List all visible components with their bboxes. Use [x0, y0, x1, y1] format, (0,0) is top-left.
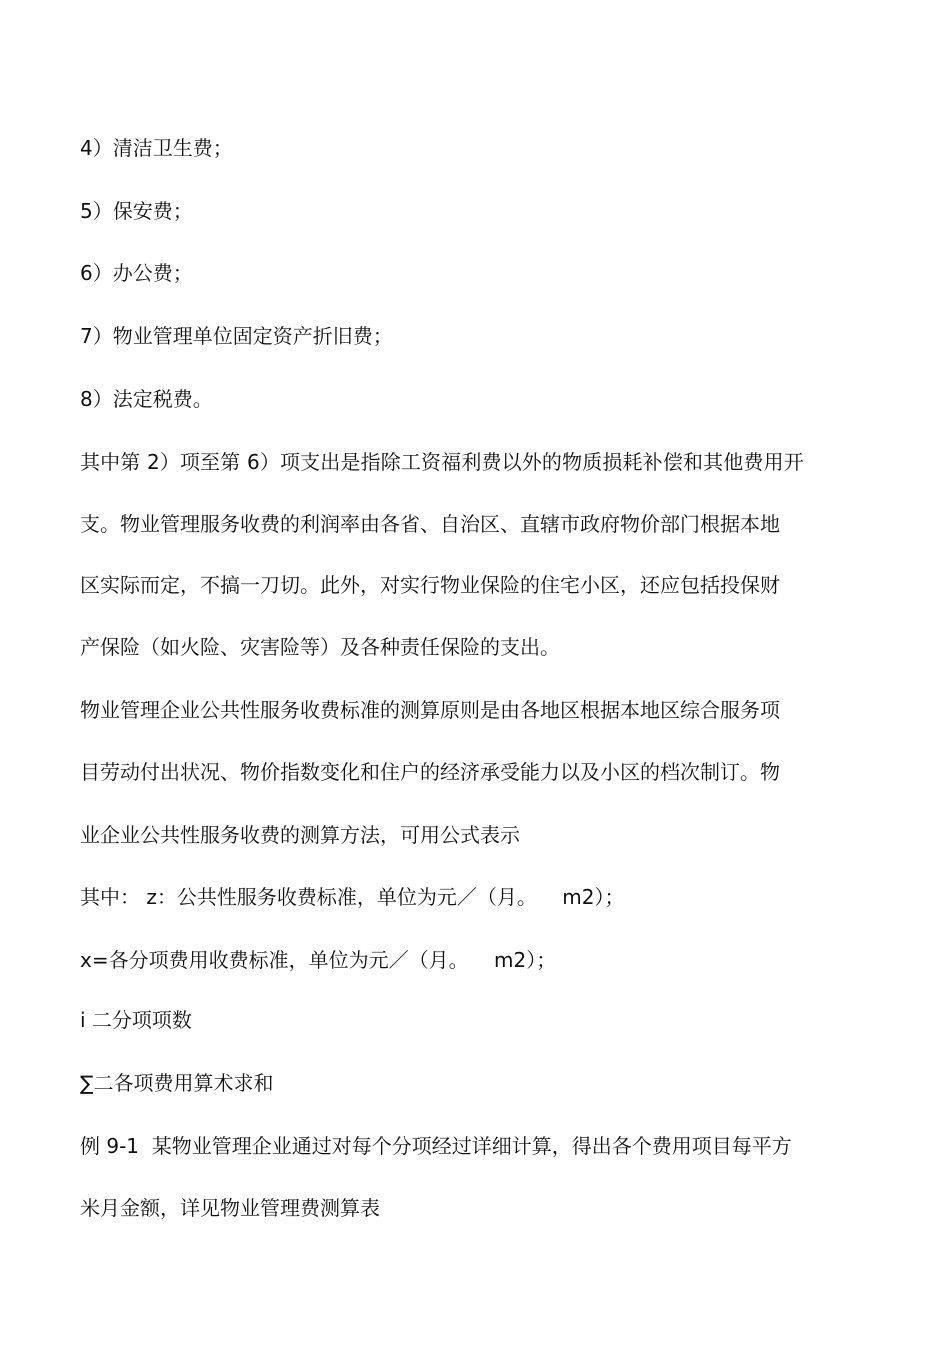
example-heading-line: 例 9-1 某物业管理企业通过对每个分项经过详细计算，得出各个费用项目每平方 [80, 1134, 792, 1158]
paragraph-line: 其中第 2）项至第 6）项支出是指除工资福利费以外的物质损耗补偿和其他费用开 [80, 450, 804, 474]
formula-definition-i: i 二分项项数 [80, 1008, 192, 1032]
list-item-cleaning-fee: 4）清洁卫生费； [80, 136, 233, 160]
paragraph-line: 物业管理企业公共性服务收费标准的测算原则是由各地区根据本地区综合服务项 [80, 698, 780, 722]
paragraph-line: 产保险（如火险、灾害险等）及各种责任保险的支出。 [80, 635, 560, 659]
example-text-line: 米月金额，详见物业管理费测算表 [80, 1196, 380, 1220]
paragraph-line: 业企业公共性服务收费的测算方法，可用公式表示 [80, 823, 520, 847]
formula-definition-x: x=各分项费用收费标准，单位为元／（月。 m2）； [80, 948, 557, 972]
list-item-statutory-tax: 8）法定税费。 [80, 387, 213, 411]
formula-definition-z: 其中： z：公共性服务收费标准，单位为元／（月。 m2）； [80, 885, 625, 909]
paragraph-line: 目劳动付出状况、物价指数变化和住户的经济承受能力以及小区的档次制订。物 [80, 760, 780, 784]
paragraph-line: 支。物业管理服务收费的利润率由各省、自治区、直辖市政府物价部门根据本地 [80, 512, 780, 536]
list-item-depreciation-fee: 7）物业管理单位固定资产折旧费； [80, 324, 393, 348]
list-item-security-fee: 5）保安费； [80, 199, 193, 223]
list-item-office-fee: 6）办公费； [80, 261, 193, 285]
paragraph-line: 区实际而定，不搞一刀切。此外，对实行物业保险的住宅小区，还应包括投保财 [80, 573, 780, 597]
formula-definition-sum: ∑二各项费用算术求和 [80, 1071, 274, 1095]
